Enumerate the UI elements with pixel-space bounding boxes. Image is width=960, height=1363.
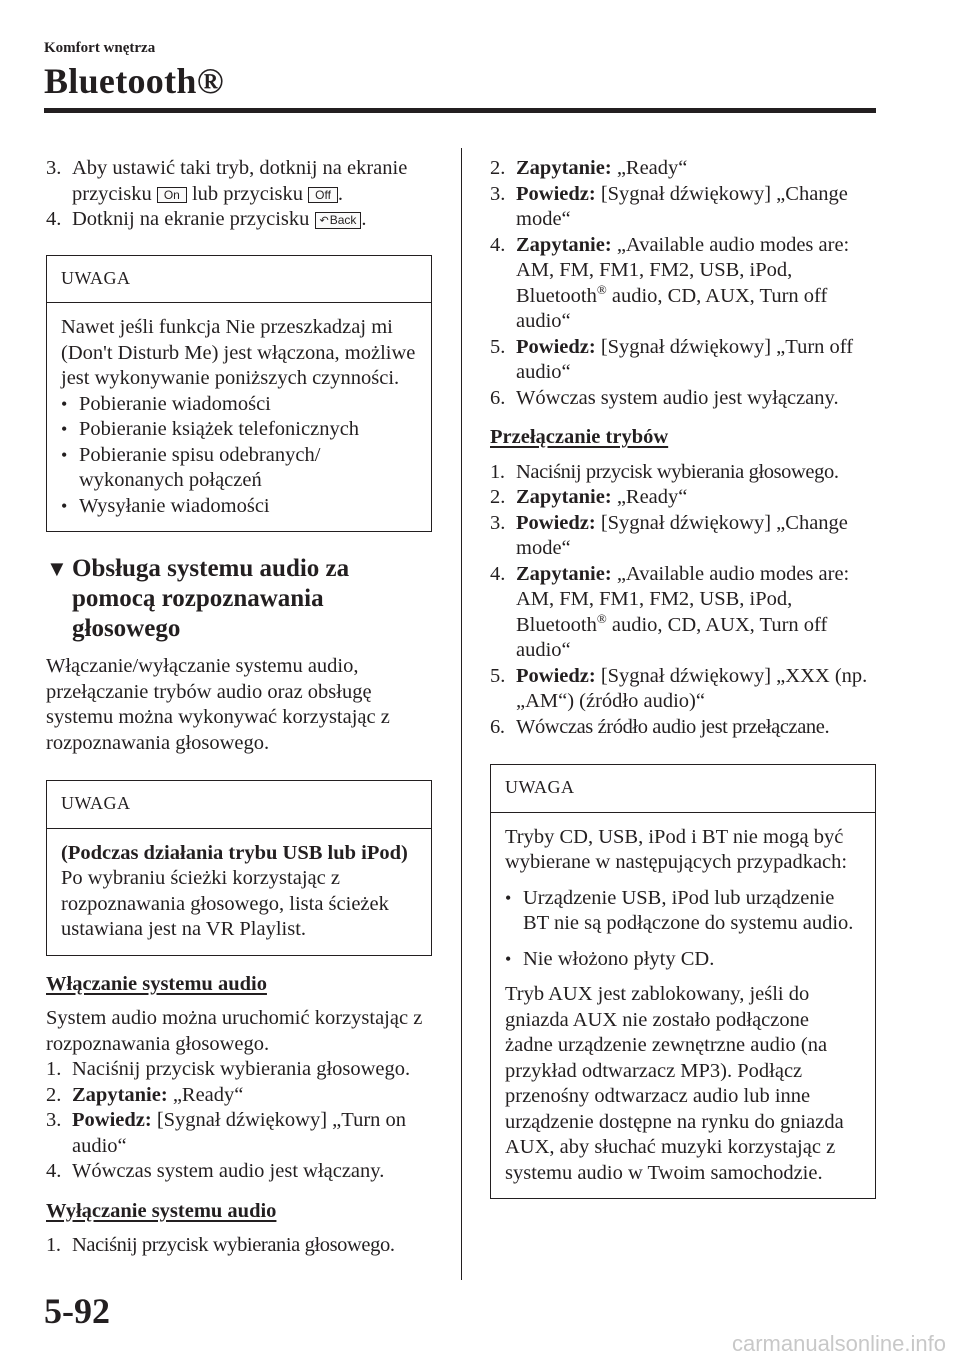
bullet-icon: • — [61, 393, 68, 414]
right-column — [490, 156, 876, 1199]
section-intro: Włączanie/wyłączanie systemu audio, przełączanie trybów audio oraz obsługę systemu można wykonywać korzystając z rozpoznawania głosowego. — [46, 655, 390, 754]
step: 3. Powiedz: [Sygnał dźwiękowy] „Change mode“ — [490, 182, 848, 230]
section-heading: ▼ Obsługa systemu audio za pomocą rozpoznawania głosowego — [46, 555, 350, 642]
note-box-usb — [46, 780, 432, 956]
header-rule — [44, 108, 876, 113]
step: 3. Powiedz: [Sygnał dźwiękowy] „Turn on audio“ — [46, 1109, 407, 1157]
column-divider — [461, 148, 462, 1280]
note-heading: UWAGA — [491, 765, 875, 813]
list-item: • Wysyłanie wiadomości — [61, 494, 417, 520]
step: 1. Naciśnij przycisk wybierania głosowego. — [490, 460, 839, 483]
note-heading: UWAGA — [47, 256, 431, 304]
subsection-title-switch: Przełączanie trybów — [490, 426, 669, 448]
back-button-icon: ↶Back — [315, 212, 362, 229]
note-text: Nawet jeśli funkcja Nie przeszkadzaj mi (Don't Disturb Me) jest włączona, możliwe jest wykonywanie poniższych czynności. — [61, 316, 416, 389]
step: 4. Zapytanie: „Available audio modes are: AM, FM, FM1, FM2, USB, iPod, Bluetooth® audio, CD, AUX, Turn off audio“ — [490, 233, 850, 332]
watermark: carmanualsonline.info — [731, 1331, 946, 1356]
subsection-title-off: Wyłączanie systemu audio — [46, 1199, 277, 1222]
step: 5. Powiedz: [Sygnał dźwiękowy] „Turn off audio“ — [490, 335, 854, 383]
bullet-icon: • — [61, 444, 68, 465]
note-box-dnd — [46, 255, 432, 533]
list-item: • Pobieranie książek telefonicznych — [61, 417, 417, 443]
step: 4. Wówczas system audio jest włączany. — [46, 1160, 385, 1182]
subsection-title-on: Włączanie systemu audio — [46, 972, 267, 995]
left-column — [46, 156, 432, 1259]
step: 6. Wówczas źródło audio jest przełączane. — [490, 715, 830, 738]
list-item: • Pobieranie spisu odebranych/ wykonanych połączeń — [61, 443, 417, 494]
on-button-icon: On — [157, 187, 187, 203]
subsection-intro: System audio można uruchomić korzystając z rozpoznawania głosowego. — [46, 1007, 423, 1055]
step-3-set-mode: 3. Aby ustawić taki tryb, dotknij na ekranie przycisku On lub przycisku Off . — [46, 157, 408, 205]
step: 2. Zapytanie: „Ready“ — [46, 1083, 244, 1106]
note-bold-text: (Podczas działania trybu USB lub iPod) — [61, 841, 408, 864]
step: 1. Naciśnij przycisk wybierania głosowego. — [46, 1234, 395, 1256]
page-title: Bluetooth® — [44, 61, 224, 101]
note-text: Tryb AUX jest zablokowany, jeśli do gniazda AUX nie zostało podłączone żadne urządzenie zewnętrzne audio (na przykład odtwarzacz MP3). Podłącz przenośny odtwarzacz audio lub inne urządzenie dostępne na rynku do gniazda AUX, aby słuchać muzyki korzystając z systemu audio w Twoim samochodzie. — [505, 983, 844, 1184]
list-item: • Nie włożono płyty CD. — [505, 947, 861, 973]
back-arrow-icon: ↶ — [319, 215, 329, 227]
list-item: • Pobieranie wiadomości — [61, 392, 417, 418]
note-heading: UWAGA — [47, 781, 431, 829]
off-button-icon: Off — [308, 187, 338, 203]
bullet-icon: • — [505, 887, 512, 908]
header-section-label: Komfort wnętrza — [44, 40, 156, 56]
triangle-down-icon: ▼ — [46, 556, 68, 581]
step: 1. Naciśnij przycisk wybierania głosowego. — [46, 1058, 411, 1080]
note-box-modes — [490, 764, 876, 1199]
step: 4. Zapytanie: „Available audio modes are: AM, FM, FM1, FM2, USB, iPod, Bluetooth® audio, CD, AUX, Turn off audio“ — [490, 562, 850, 661]
note-text: Po wybraniu ścieżki korzystając z rozpoznawania głosowego, lista ścieżek ustawiana jest na VR Playlist. — [61, 867, 389, 940]
step: 5. Powiedz: [Sygnał dźwiękowy] „XXX (np. „AM“) (źródło audio)“ — [490, 664, 868, 712]
bullet-icon: • — [61, 419, 68, 439]
bullet-icon: • — [61, 495, 68, 516]
step: 3. Powiedz: [Sygnał dźwiękowy] „Change mode“ — [490, 511, 848, 559]
step: 6. Wówczas system audio jest wyłączany. — [490, 386, 839, 409]
note-text: Tryby CD, USB, iPod i BT nie mogą być wybierane w następujących przypadkach: — [505, 825, 848, 873]
step-4-back: 4. Dotknij na ekranie przycisku ↶Back . — [46, 208, 367, 230]
page-number: 5-92 — [44, 1291, 110, 1331]
bullet-icon: • — [505, 948, 512, 969]
step: 2. Zapytanie: „Ready“ — [490, 157, 688, 179]
step: 2. Zapytanie: „Ready“ — [490, 486, 688, 508]
list-item: • Urządzenie USB, iPod lub urządzenie BT nie są podłączone do systemu audio. — [505, 886, 861, 937]
